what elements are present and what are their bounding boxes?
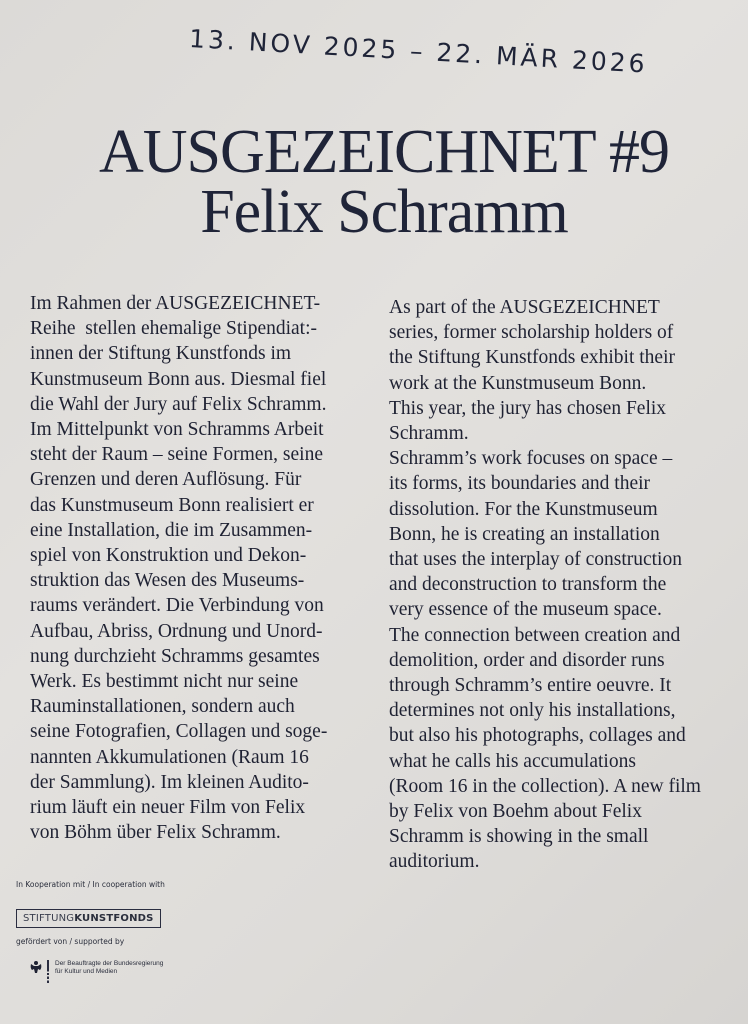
- text-line: and deconstruction to transform the: [389, 574, 667, 596]
- text-line: Schramm’s work focuses on space –: [389, 448, 673, 470]
- text-line: Rauminstallationen, sondern auch: [30, 696, 295, 718]
- logo-bold-text: KUNSTFONDS: [74, 913, 154, 924]
- footer: [16, 880, 165, 998]
- text-line: demolition, order and disorder runs: [389, 649, 665, 671]
- bkm-logo: [30, 960, 165, 998]
- exhibition-dates: 13. NOV 2025 – 22. MÄR 2026: [188, 24, 649, 79]
- text-line: the Stiftung Kunstfonds exhibit their: [389, 347, 675, 369]
- text-line: Kunstmuseum Bonn aus. Diesmal fiel: [30, 368, 327, 390]
- text-line: Werk. Es bestimmt nicht nur seine: [30, 671, 299, 693]
- text-line: Aufbau, Abriss, Ordnung und Unord-: [30, 620, 323, 642]
- text-line: Schramm.: [389, 423, 469, 445]
- english-description: [389, 295, 701, 875]
- text-line: das Kunstmuseum Bonn realisiert er: [30, 494, 314, 516]
- exhibition-title: [0, 118, 748, 246]
- text-line: This year, the jury has chosen Felix: [389, 397, 667, 419]
- sponsor-line-1: Der Beauftragte der Bundesregierung: [55, 960, 164, 967]
- text-line: Schramm is showing in the small: [389, 826, 649, 848]
- title-series: AUSGEZEICHNET #9: [98, 118, 670, 186]
- text-line: Grenzen und deren Auflösung. Für: [30, 469, 302, 491]
- text-line: von Böhm über Felix Schramm.: [30, 822, 281, 844]
- text-line: nannten Akkumulationen (Raum 16: [30, 746, 309, 768]
- text-line: The connection between creation and: [389, 624, 681, 646]
- title-artist: Felix Schramm: [200, 178, 568, 246]
- text-line: nung durchzieht Schramms gesamtes: [30, 645, 320, 667]
- text-line: Reihe stellen ehemalige Stipendiat:-: [30, 318, 317, 340]
- text-line: its forms, its boundaries and their: [389, 473, 651, 495]
- text-line: seine Fotografien, Collagen und soge-: [30, 721, 328, 743]
- text-line: by Felix von Boehm about Felix: [389, 801, 642, 823]
- text-line: der Sammlung). Im kleinen Audito-: [30, 771, 309, 793]
- cooperation-label: In Kooperation mit / In cooperation with: [16, 880, 165, 889]
- text-line: raums verändert. Die Verbindung von: [30, 595, 324, 617]
- logo-thin-text: STIFTUNG: [23, 913, 75, 924]
- text-line: die Wahl der Jury auf Felix Schramm.: [30, 393, 327, 415]
- text-line: Im Mittelpunkt von Schramms Arbeit: [30, 419, 324, 441]
- text-line: that uses the interplay of construction: [389, 549, 682, 571]
- text-line: through Schramm’s entire oeuvre. It: [389, 675, 672, 697]
- text-line: spiel von Konstruktion und Dekon-: [30, 545, 307, 567]
- text-line: struktion das Wesen des Museums-: [30, 570, 305, 592]
- german-description: [30, 291, 327, 845]
- supported-label: gefördert von / supported by: [16, 937, 125, 946]
- text-line: Im Rahmen der AUSGEZEICHNET-: [30, 293, 321, 314]
- sponsor-line-2: für Kultur und Medien: [55, 968, 118, 975]
- stiftung-kunstfonds-logo: [16, 909, 161, 928]
- text-line: series, former scholarship holders of: [389, 322, 674, 344]
- text-line: eine Installation, die im Zusammen-: [30, 519, 313, 541]
- text-line: work at the Kunstmuseum Bonn.: [389, 372, 647, 394]
- text-line: very essence of the museum space.: [389, 599, 662, 621]
- sponsor-name: [55, 960, 163, 976]
- text-line: (Room 16 in the collection). A new film: [389, 775, 701, 797]
- text-line: Bonn, he is creating an installation: [389, 523, 660, 545]
- text-line: auditorium.: [389, 851, 480, 873]
- text-line: what he calls his accumulations: [389, 750, 636, 772]
- federal-eagle-icon: [30, 960, 42, 974]
- text-line: steht der Raum – seine Formen, seine: [30, 444, 323, 466]
- text-line: innen der Stiftung Kunstfonds im: [30, 343, 292, 365]
- text-line: but also his photographs, collages and: [389, 725, 686, 747]
- text-line: As part of the AUSGEZEICHNET: [389, 297, 660, 318]
- text-line: rium läuft ein neuer Film von Felix: [30, 797, 306, 819]
- text-line: determines not only his installations,: [389, 700, 676, 722]
- logo-divider: [47, 960, 49, 998]
- text-line: dissolution. For the Kunstmuseum: [389, 498, 658, 520]
